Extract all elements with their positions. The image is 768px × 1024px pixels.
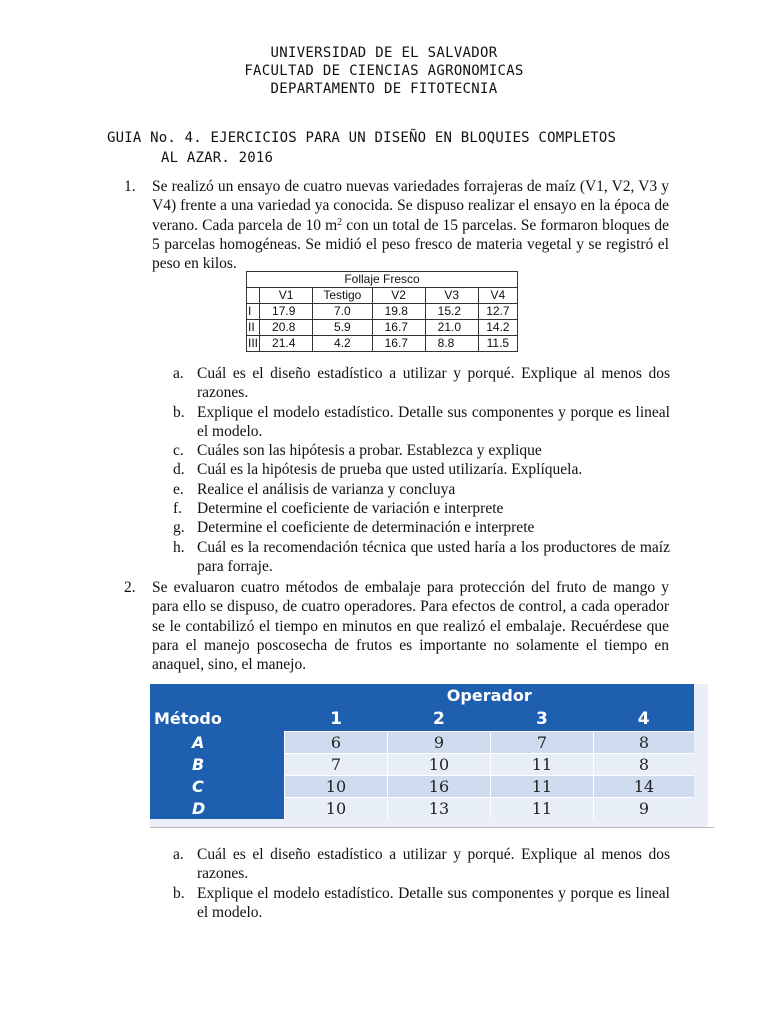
column-header: V1 (260, 288, 313, 304)
item-letter: d. (173, 461, 185, 479)
table-cell: 16.7 (372, 336, 425, 352)
table-cell: 19.8 (372, 304, 425, 320)
method-header: Método (150, 706, 285, 732)
table-row (150, 776, 694, 798)
exercise-1-number: 1. (124, 178, 136, 195)
row-label: I (247, 304, 260, 320)
list-item (173, 538, 670, 577)
item-letter: c. (173, 442, 184, 460)
list-item (173, 441, 670, 460)
table-cell: 10 (285, 776, 388, 798)
exercise-2 (124, 578, 669, 674)
item-letter: g. (173, 519, 185, 537)
table-cell: 21.4 (260, 336, 313, 352)
column-header: 3 (490, 706, 593, 732)
table-row (247, 336, 518, 352)
table-cell: 13 (387, 798, 490, 820)
table-cell: 12.7 (478, 304, 517, 320)
item-letter: b. (173, 403, 185, 421)
exercise-2-number: 2. (124, 579, 136, 596)
list-item (173, 499, 670, 518)
table-cell: 11 (490, 754, 593, 776)
document-header (0, 44, 768, 98)
item-text: Cuál es el diseño estadístico a utilizar y porqué. Explique al menos dos razones. (197, 365, 670, 402)
table-cell: 9 (593, 798, 694, 820)
column-header (247, 288, 260, 304)
table-cell: 16.7 (372, 320, 425, 336)
table-cell: 20.8 (260, 320, 313, 336)
list-item (173, 518, 670, 537)
university-name: UNIVERSIDAD DE EL SALVADOR (270, 45, 498, 61)
table-cell: 11 (490, 798, 593, 820)
exercise-1-text (152, 177, 669, 273)
row-label: B (150, 754, 285, 776)
table-header-row (150, 706, 694, 732)
operator-header: Operador (285, 684, 695, 706)
column-header: V4 (478, 288, 517, 304)
row-label: C (150, 776, 285, 798)
item-letter: b. (173, 884, 185, 902)
item-text: Cuáles son las hipótesis a probar. Establezca y explique (197, 442, 542, 460)
row-label: A (150, 732, 285, 754)
exercise-1-text-part-a: Se realizó un ensayo de cuatro nuevas variedades forrajeras de maíz (V1, V2, V3 y V4) frente a una variedad ya conocida. Se dispuso realizar el ensayo en la época de verano. Cada parcela de 10 m (152, 178, 669, 234)
table-row (247, 304, 518, 320)
item-letter: f. (173, 500, 183, 518)
table-cell: 11.5 (478, 336, 517, 352)
item-letter: e. (173, 480, 184, 498)
guide-title-line2: AL AZAR. 2016 (161, 150, 274, 166)
row-label: II (247, 320, 260, 336)
exercise-1-superscript: 2 (337, 216, 343, 228)
column-header: Testigo (313, 288, 373, 304)
list-item (173, 364, 670, 403)
guide-title (107, 128, 667, 168)
item-text: Determine el coeficiente de determinación e interprete (197, 519, 535, 537)
item-letter: h. (173, 538, 185, 556)
department-name: DEPARTAMENTO DE FITOTECNIA (270, 81, 498, 97)
item-text: Realice el análisis de varianza y concluya (197, 480, 456, 498)
list-item (173, 403, 670, 442)
table-bottom-edge (150, 827, 714, 828)
item-text: Determine el coeficiente de variación e interprete (197, 500, 504, 518)
table-cell: 21.0 (425, 320, 478, 336)
table-header-row (150, 684, 694, 706)
table-row (247, 320, 518, 336)
table-cell: 8.8 (425, 336, 478, 352)
table-header-row (247, 288, 518, 304)
exercise-2-text: Se evaluaron cuatro métodos de embalaje para protección del fruto de mango y para ello se dispuso, de cuatro operadores. Para efectos de control, a cada operador se le contabilizó el tiempo en minutos en que realizó el embalaje. Recuérdese que para el manejo poscosecha de frutos es importante no solamente el tiempo en anaquel, sino, el manejo. (152, 579, 669, 674)
table-cell: 14 (593, 776, 694, 798)
row-label: III (248, 336, 259, 350)
table-cell: 17.9 (260, 304, 313, 320)
table-cell: 5.9 (313, 320, 373, 336)
list-item (173, 884, 670, 923)
item-text: Explique el modelo estadístico. Detalle sus componentes y porque es lineal el modelo. (197, 884, 670, 921)
table-cell: 6 (285, 732, 388, 754)
table-cell: 8 (593, 732, 694, 754)
table-cell: 14.2 (478, 320, 517, 336)
table-cell: 10 (285, 798, 388, 820)
table-row (150, 732, 694, 754)
row-label: D (150, 798, 285, 820)
exercise-2-questions (173, 845, 670, 922)
table-cell: 16 (387, 776, 490, 798)
fresh-foliage-table (246, 271, 518, 352)
list-item (173, 460, 670, 479)
table-cell: 11 (490, 776, 593, 798)
table-cell: 15.2 (425, 304, 478, 320)
list-item (173, 845, 670, 884)
exercise-1 (124, 177, 669, 273)
item-letter: a. (173, 846, 184, 863)
guide-title-line1: GUIA No. 4. EJERCICIOS PARA UN DISEÑO EN BLOQUIES COMPLETOS (107, 130, 617, 146)
item-text: Cuál es la hipótesis de prueba que usted utilizaría. Explíquela. (197, 461, 583, 479)
column-header: V3 (425, 288, 478, 304)
exercise-1-questions (173, 364, 670, 576)
table-cell: 8 (593, 754, 694, 776)
table-cell: 7 (285, 754, 388, 776)
table-cell: 7 (490, 732, 593, 754)
table-row (150, 754, 694, 776)
item-text: Explique el modelo estadístico. Detalle sus componentes y porque es lineal el modelo. (197, 403, 670, 440)
table-caption: Follaje Fresco (247, 272, 518, 288)
table-cell: 10 (387, 754, 490, 776)
table-cell: 9 (387, 732, 490, 754)
item-text: Cuál es el diseño estadístico a utilizar y porqué. Explique al menos dos razones. (197, 846, 670, 883)
exercise-1-text-part-b: con un total de 15 parcelas. Se formaron bloques de 5 parcelas homogéneas. Se midió el peso fresco de materia vegetal y se registró el peso en kilos. (152, 216, 669, 273)
packing-time-table (150, 684, 708, 827)
item-letter: a. (173, 365, 184, 382)
faculty-name: FACULTAD DE CIENCIAS AGRONOMICAS (244, 63, 524, 79)
table-cell: 4.2 (313, 336, 373, 352)
column-header: 4 (593, 706, 694, 732)
column-header: 2 (387, 706, 490, 732)
table-row (150, 798, 694, 820)
list-item (173, 480, 670, 499)
column-header: 1 (285, 706, 388, 732)
column-header: V2 (372, 288, 425, 304)
item-text: Cuál es la recomendación técnica que usted haría a los productores de maíz para forraje. (197, 538, 670, 575)
table-cell: 7.0 (313, 304, 373, 320)
